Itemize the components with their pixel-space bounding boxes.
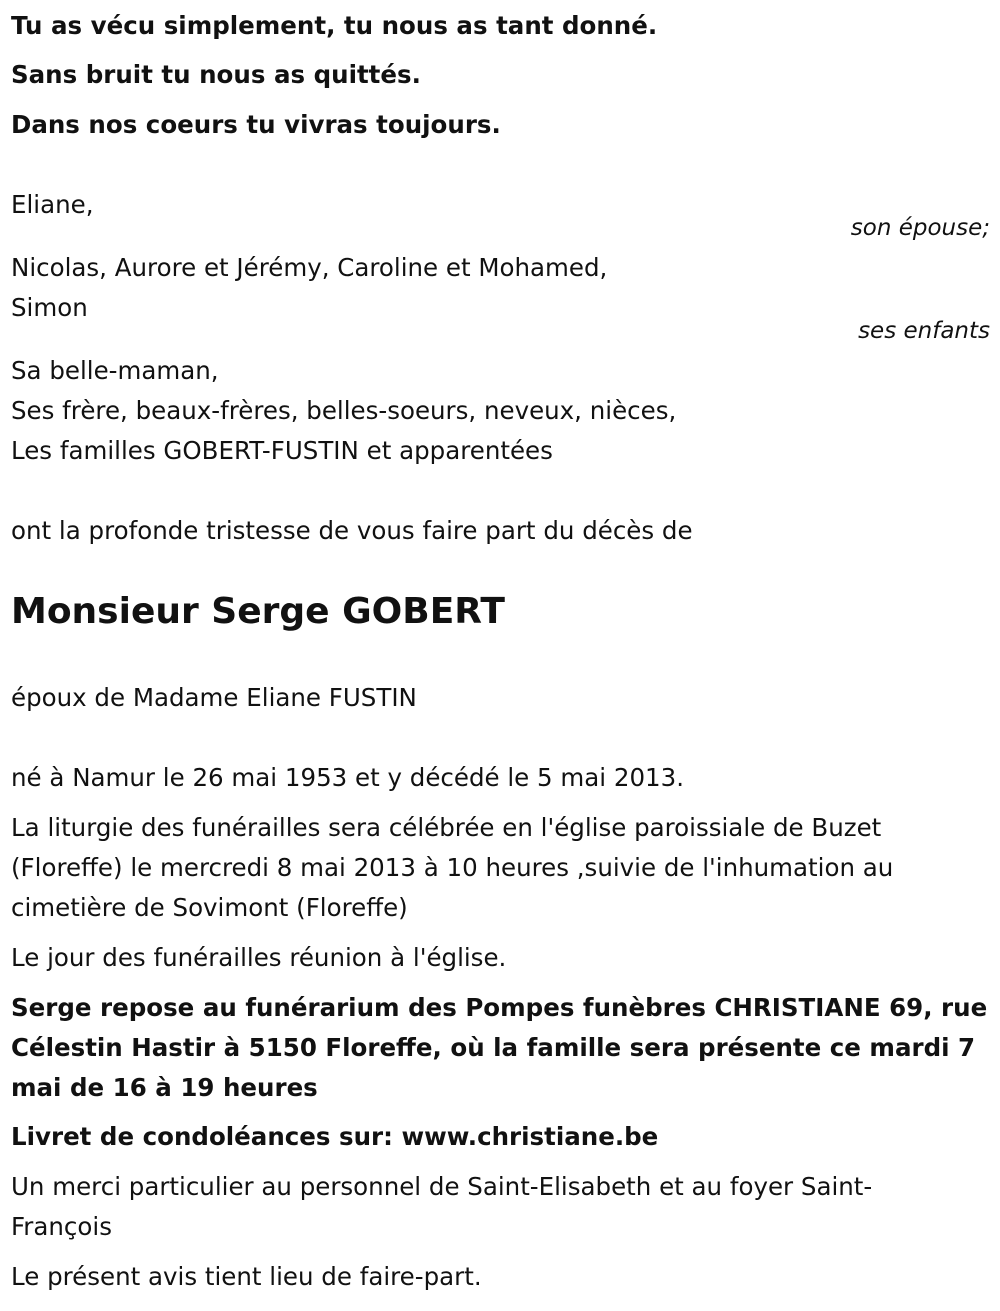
poem-line-1: Tu as vécu simplement, tu nous as tant donné. xyxy=(11,11,658,40)
deceased-name: Monsieur Serge GOBERT xyxy=(11,591,505,632)
announcement-intro: ont la profonde tristesse de vous faire part du décès de xyxy=(11,516,693,545)
condolences-link: Livret de condoléances sur: www.christiane.be xyxy=(11,1122,659,1151)
others-line-3: Les familles GOBERT-FUSTIN et apparentées xyxy=(11,436,553,465)
liturgy-line-1: La liturgie des funérailles sera célébrée en l'église paroissiale de Buzet xyxy=(11,813,882,842)
rest-line-3: mai de 16 à 19 heures xyxy=(11,1073,318,1102)
children-line-1: Nicolas, Aurore et Jérémy, Caroline et Mohamed, xyxy=(11,253,608,282)
notice-line: Le présent avis tient lieu de faire-part. xyxy=(11,1262,482,1291)
liturgy-line-3: cimetière de Sovimont (Floreffe) xyxy=(11,893,408,922)
children-role: ses enfants xyxy=(858,318,990,344)
liturgy-line-2: (Floreffe) le mercredi 8 mai 2013 à 10 heures ,suivie de l'inhumation au xyxy=(11,853,894,882)
birth-death: né à Namur le 26 mai 1953 et y décédé le 5 mai 2013. xyxy=(11,763,685,792)
thanks-line-2: François xyxy=(11,1212,112,1241)
spouse-name: Eliane, xyxy=(11,190,94,219)
meeting-info: Le jour des funérailles réunion à l'église. xyxy=(11,943,507,972)
thanks-line-1: Un merci particulier au personnel de Saint-Elisabeth et au foyer Saint- xyxy=(11,1172,873,1201)
others-line-1: Sa belle-maman, xyxy=(11,356,219,385)
spouse-role: son épouse; xyxy=(850,215,990,241)
poem-line-3: Dans nos coeurs tu vivras toujours. xyxy=(11,110,501,139)
others-line-2: Ses frère, beaux-frères, belles-soeurs, neveux, nièces, xyxy=(11,396,677,425)
children-line-2: Simon xyxy=(11,293,88,322)
spouse-of: époux de Madame Eliane FUSTIN xyxy=(11,683,417,712)
rest-line-1: Serge repose au funérarium des Pompes funèbres CHRISTIANE 69, rue xyxy=(11,993,988,1022)
poem-line-2: Sans bruit tu nous as quittés. xyxy=(11,60,421,89)
rest-line-2: Célestin Hastir à 5150 Floreffe, où la famille sera présente ce mardi 7 xyxy=(11,1033,976,1062)
